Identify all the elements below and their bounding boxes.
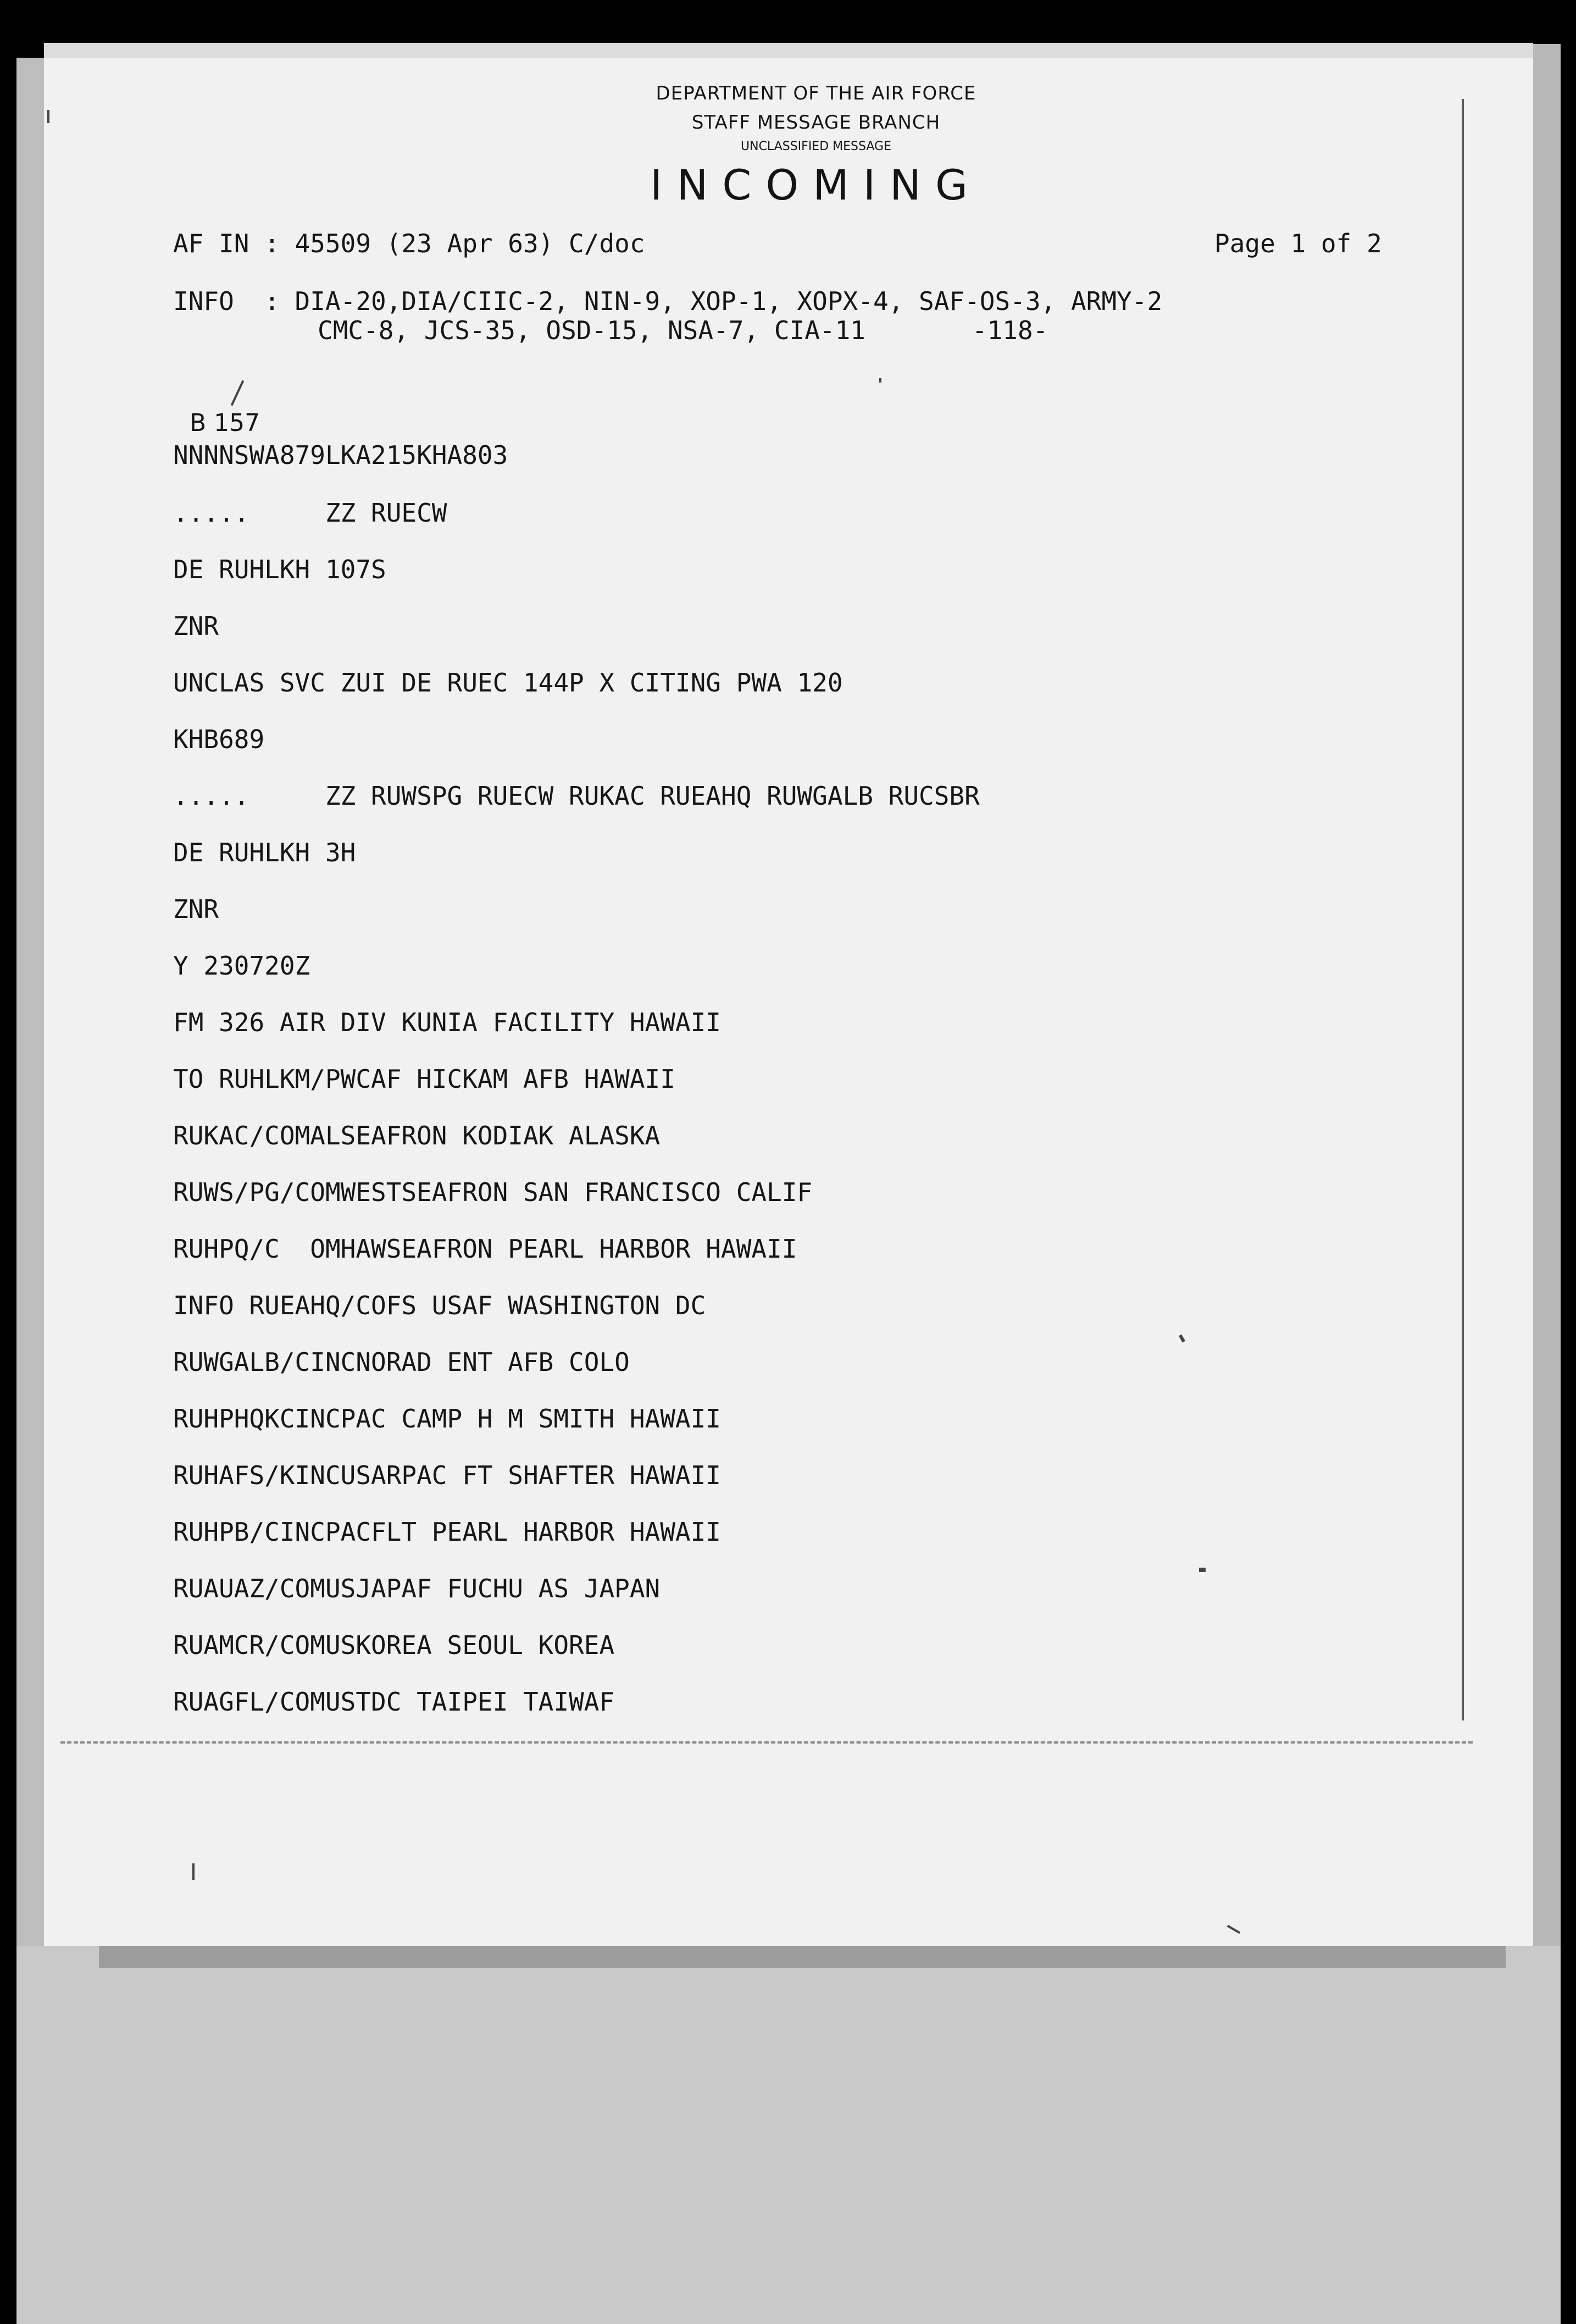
sheet-shadow <box>99 1946 1506 1968</box>
paper-edge-right <box>1533 44 1561 1946</box>
message-line: RUHAFS/KINCUSARPAC FT SHAFTER HAWAII <box>173 1460 721 1490</box>
message-line: ZNR <box>173 894 219 924</box>
classification-heading: UNCLASSIFIED MESSAGE <box>741 140 891 153</box>
margin-rule <box>1462 99 1464 1720</box>
message-line: INFO RUEAHQ/COFS USAF WASHINGTON DC <box>173 1291 706 1320</box>
paper-edge-left <box>16 58 44 1946</box>
message-line: RUHPB/CINCPACFLT PEARL HARBOR HAWAII <box>173 1517 721 1547</box>
message-line: ..... ZZ RUECW <box>173 498 447 528</box>
scan-speck <box>879 378 881 383</box>
message-line: RUAMCR/COMUSKOREA SEOUL KOREA <box>173 1630 615 1660</box>
scan-speck <box>192 1863 195 1880</box>
info-line-1: INFO : DIA-20,DIA/CIIC-2, NIN-9, XOP-1, XOPX-4, SAF-OS-3, ARMY-2 <box>173 286 1163 316</box>
underlying-sheet <box>16 1946 1561 2324</box>
message-line: RUAUAZ/COMUSJAPAF FUCHU AS JAPAN <box>173 1574 661 1603</box>
info-line-2: CMC-8, JCS-35, OSD-15, NSA-7, CIA-11 -118- <box>318 316 1048 345</box>
message-line: DE RUHLKH 107S <box>173 555 386 584</box>
message-type-heading: INCOMING <box>650 161 982 209</box>
message-line: Y 230720Z <box>173 951 310 981</box>
tear-line <box>60 1741 1473 1744</box>
message-line: ..... ZZ RUWSPG RUECW RUKAC RUEAHQ RUWGALB RUCSBR <box>173 781 980 811</box>
message-line: RUWGALB/CINCNORAD ENT AFB COLO <box>173 1347 630 1377</box>
branch-heading: STAFF MESSAGE BRANCH <box>691 112 941 134</box>
message-line: TO RUHLKM/PWCAF HICKAM AFB HAWAII <box>173 1064 675 1094</box>
scan-speck <box>47 110 49 123</box>
message-line: RUAGFL/COMUSTDC TAIPEI TAIWAF <box>173 1687 615 1717</box>
handwritten-b-number: B 157 <box>190 409 260 437</box>
department-heading: DEPARTMENT OF THE AIR FORCE <box>656 82 976 104</box>
scan-speck <box>1199 1568 1206 1572</box>
message-line: UNCLAS SVC ZUI DE RUEC 144P X CITING PWA 120 <box>173 668 843 698</box>
page-number: Page 1 of 2 <box>1214 229 1382 258</box>
af-in-reference: AF IN : 45509 (23 Apr 63) C/doc <box>173 229 645 258</box>
message-line: RUWS/PG/COMWESTSEAFRON SAN FRANCISCO CALIF <box>173 1177 813 1207</box>
message-line: DE RUHLKH 3H <box>173 838 356 867</box>
message-line: RUHPQ/C OMHAWSEAFRON PEARL HARBOR HAWAII <box>173 1234 797 1264</box>
message-line: RUKAC/COMALSEAFRON KODIAK ALASKA <box>173 1121 661 1150</box>
message-line: KHB689 <box>173 724 265 754</box>
message-line: RUHPHQKCINCPAC CAMP H M SMITH HAWAII <box>173 1404 721 1434</box>
message-line: ZNR <box>173 611 219 641</box>
message-line: FM 326 AIR DIV KUNIA FACILITY HAWAII <box>173 1008 721 1037</box>
message-line: NNNNSWA879LKA215KHA803 <box>173 440 508 470</box>
